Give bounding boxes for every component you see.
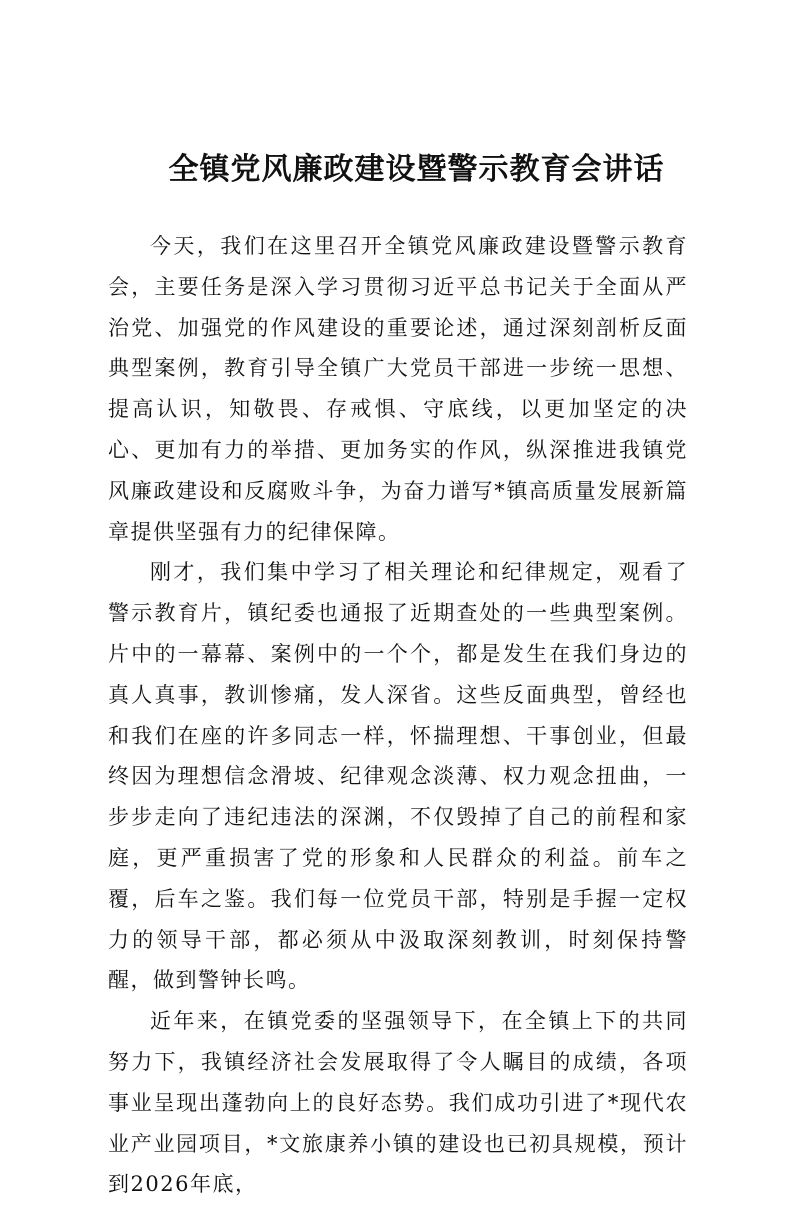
- paragraph-2: 刚才，我们集中学习了相关理论和纪律规定，观看了警示教育片，镇纪委也通报了近期查处的一些典型案例。片中的一幕幕、案例中的一个个，都是发生在我们身边的真人真事，教训惨痛，发人深省。这些反面典型，曾经也和我们在座的许多同志一样，怀揣理想、干事创业，但最终因为理想信念滑坡、纪律观念淡薄、权力观念扭曲，一步步走向了违纪违法的深渊，不仅毁掉了自己的前程和家庭，更严重损害了党的形象和人民群众的利益。前车之覆，后车之鉴。我们每一位党员干部，特别是手握一定权力的领导干部，都必须从中汲取深刻教训，时刻保持警醒，做到警钟长鸣。: [108, 560, 688, 993]
- document-body: [108, 226, 688, 1205]
- paragraph-3: 近年来，在镇党委的坚强领导下，在全镇上下的共同努力下，我镇经济社会发展取得了令人瞩目的成绩，各项事业呈现出蓬勃向上的良好态势。我们成功引进了*现代农业产业园项目，*文旅康养小镇的建设也已初具规模，预计到2026年底，: [108, 1009, 688, 1197]
- paragraph-1: 今天，我们在这里召开全镇党风廉政建设暨警示教育会，主要任务是深入学习贯彻习近平总书记关于全面从严治党、加强党的作风建设的重要论述，通过深刻剖析反面典型案例，教育引导全镇广大党员干部进一步统一思想、提高认识，知敬畏、存戒惧、守底线，以更加坚定的决心、更加有力的举措、更加务实的作风，纵深推进我镇党风廉政建设和反腐败斗争，为奋力谱写*镇高质量发展新篇章提供坚强有力的纪律保障。: [108, 234, 688, 544]
- document-title: 全镇党风廉政建设暨警示教育会讲话: [168, 152, 665, 187]
